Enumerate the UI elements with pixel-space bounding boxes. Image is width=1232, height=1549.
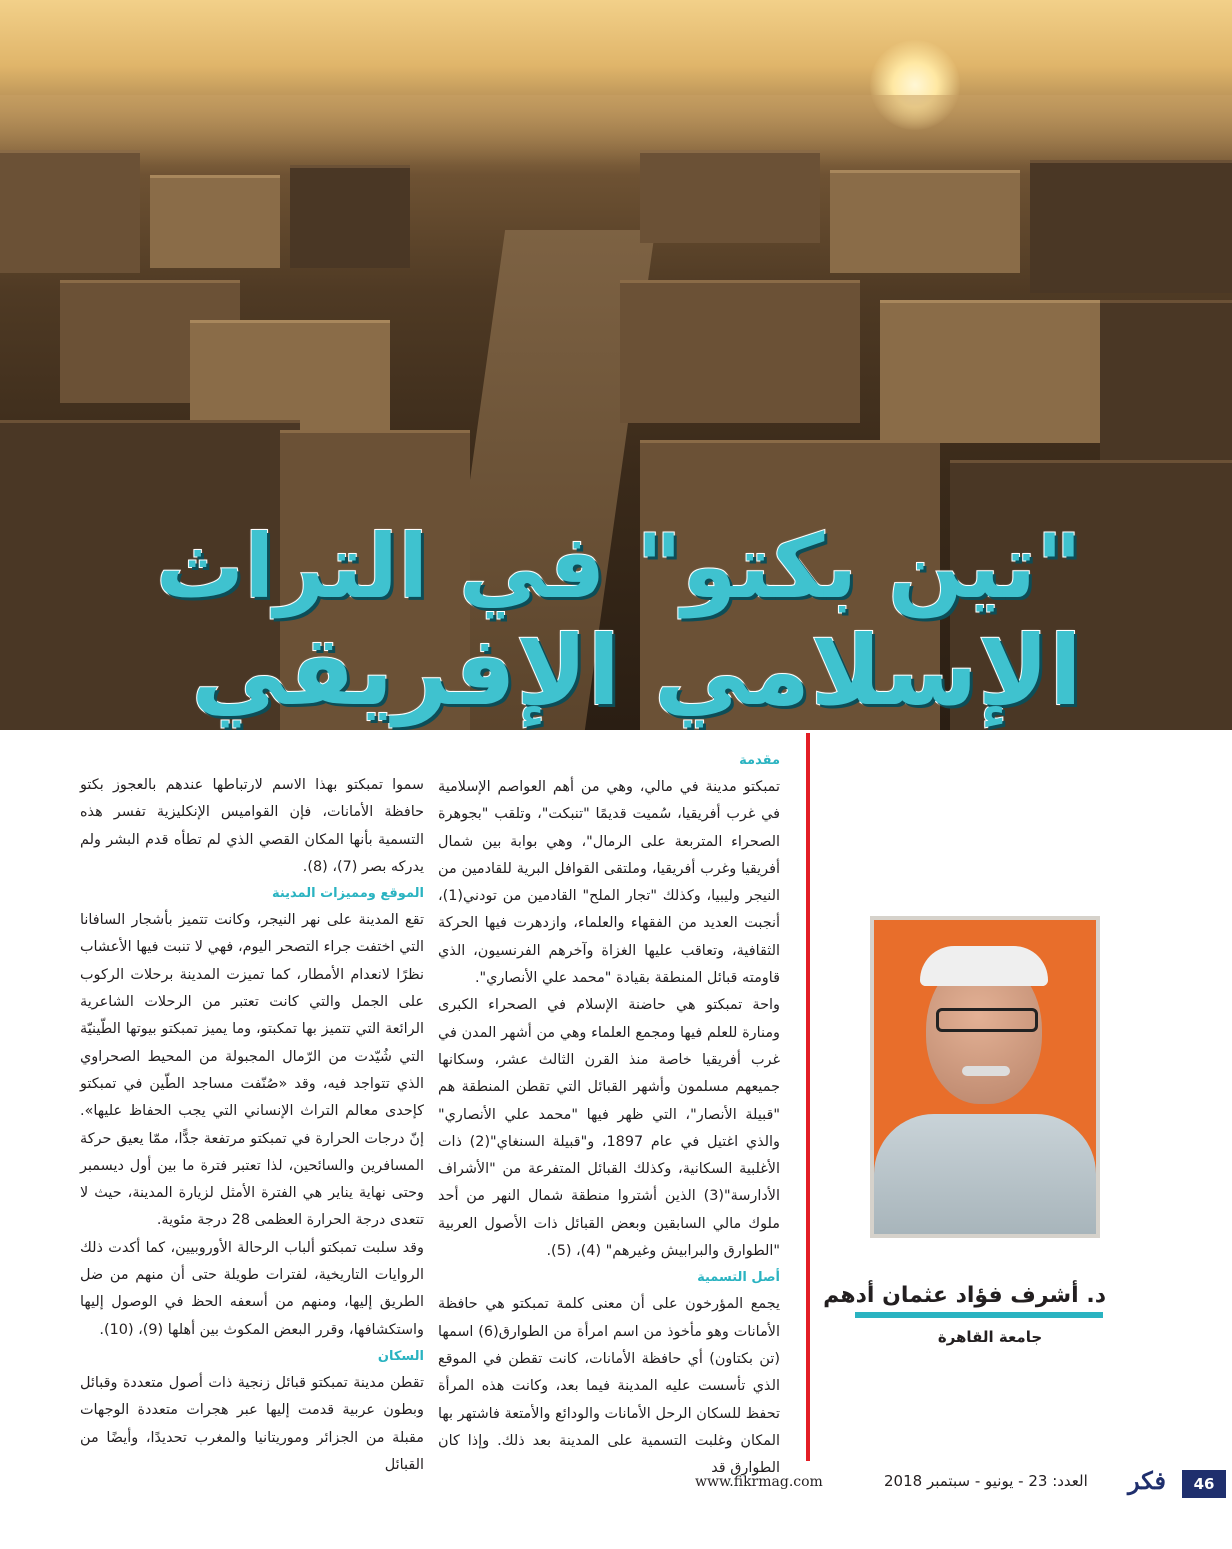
- text-column-right: [438, 748, 780, 1482]
- author-photo: [870, 916, 1100, 1238]
- building: [620, 280, 860, 423]
- building: [640, 150, 820, 243]
- paragraph: وقد سلبت تمبكتو ألباب الرحالة الأوروبيين، كما أكدت ذلك الروايات التاريخية، لفترات طويلة حتى أن منهم من ضل الطريق إليها، ومنهم من أسعفه الحظ في الوصول إليها واستكشافها، وقرر البعض المكوث بين أهلها (9)، (10).: [80, 1239, 424, 1338]
- building: [290, 165, 410, 268]
- building: [880, 300, 1120, 443]
- article-title-line-1: "تين بكتو" في التراث: [155, 515, 1082, 618]
- author-name: د. أشرف فؤاد عثمان أدهم: [823, 1283, 1106, 1308]
- building: [830, 170, 1020, 273]
- mustache: [962, 1066, 1010, 1076]
- column-divider: [806, 733, 810, 1461]
- building: [150, 175, 280, 268]
- paragraph: تقطن مدينة تمبكتو قبائل زنجية ذات أصول متعددة وقبائل وبطون عربية قدمت إليها عبر هجرات متعددة الوجهات مقبلة من الجزائر وموريتانيا والمغرب تحديدًا، وأيضًا من القبائل: [80, 1374, 424, 1473]
- paragraph: سموا تمبكتو بهذا الاسم لارتباطها عندهم بالعجوز بكتو حافظة الأمانات، فإن القواميس الإنكليزية تفسر هذه التسمية بأنها المكان القصي الذي لم تطأه قدم البشر ولم يدركه بصر (7)، (8).: [80, 777, 424, 875]
- building: [1030, 160, 1232, 293]
- article-title-line-2: الإسلامي الإفريقي: [191, 615, 1082, 727]
- jacket: [874, 1114, 1096, 1234]
- paragraph: يجمع المؤرخون على أن معنى كلمة تمبكتو هي حافظة الأمانات وهو مأخوذ من اسم امرأة من الطوارق(6) اسمها (تن بكتاون) أي حافظة الأمانات، كانت تقطن في الموقع الذي تأسست عليه المدينة فيما بعد، وكانت هذه المرأة تحفظ للسكان الرحل الأمانات والودائع والأمتعة فاشتهر بها المكان وغلبت التسمية على المدينة بعد ذلك. وإذا كان الطوارق قد: [438, 1296, 780, 1477]
- author-affiliation: جامعة القاهرة: [937, 1328, 1043, 1346]
- section-heading: الموقع ومميزات المدينة: [271, 886, 424, 902]
- horizon-haze: [0, 95, 1232, 165]
- magazine-logo: فكر: [1128, 1466, 1166, 1495]
- section-heading: مقدمة: [739, 753, 780, 768]
- text-column-left: [80, 772, 424, 1479]
- hero-photo: [0, 0, 1232, 730]
- section-heading: أصل التسمية: [697, 1270, 780, 1286]
- author-underline: [855, 1312, 1103, 1318]
- section-heading: السكان: [377, 1348, 424, 1364]
- glasses-icon: [936, 1008, 1038, 1032]
- paragraph: تمبكتو مدينة في مالي، وهي من أهم العواصم الإسلامية في غرب أفريقيا، سُميت قديمًا "تنبكت"، وتلقب "بجوهرة الصحراء المتربعة على الرمال"، وهي بوابة بين شمال أفريقيا وغرب أفريقيا، وملتقى القوافل البرية للقادمين من النيجر وليبيا، وكذلك "تجار الملح" القادمين من تودني(1)، أنجبت العديد من الفقهاء والعلماء، وازدهرت فيها الحركة الثقافية، وتعاقب عليها الغزاة وآخرهم الفرنسيون، الذي قاومته قبائل المنطقة بقيادة "محمد علي الأنصاري".: [438, 779, 780, 987]
- page-number: 46: [1182, 1470, 1226, 1498]
- issue-info: العدد: 23 - يونيو - سبتمبر 2018: [884, 1472, 1088, 1490]
- website-link[interactable]: www.fikrmag.com: [695, 1474, 823, 1490]
- hair: [920, 946, 1048, 986]
- paragraph: تقع المدينة على نهر النيجر، وكانت تتميز بأشجار السافانا التي اختفت جراء التصحر اليوم، فهي لا تنبت فيها الأعشاب نظرًا لانعدام الأمطار، كما تميزت المدينة برحلات الركوب على الجمل والتي كانت تعتبر من الرحلات الشاعرية الرائعة التي تتميز بها تمكبتو، وما يميز تمبكتو بيوتها الطّينيّة التي شُيّدت من الرّمال المجبولة من المحيط الصحراوي الذي تتواجد فيه، وقد «صُنّفت مساجد الطّين في تمبكتو كإحدى معالم التراث الإنساني التي يجب الحفاظ عليها». إنّ درجات الحرارة في تمبكتو مرتفعة جدًّا، ممّا يعيق حركة المسافرين والسائحين، لذا تعتبر فترة ما بين أول ديسمبر وحتى نهاية يناير هي الفترة الأمثل لزيارة المدينة، حيث لا تتعدى درجة الحرارة العظمى 28 درجة مئوية.: [80, 912, 424, 1229]
- building: [1100, 300, 1232, 483]
- paragraph: واحة تمبكتو هي حاضنة الإسلام في الصحراء الكبرى ومنارة للعلم فيها ومجمع العلماء وهي من أشهر المدن في غرب أفريقيا خاصة منذ القرن الثالث عشر، وسكانها جميعهم مسلمون وأشهر القبائل التي تقطن المنطقة هم "قبيلة الأنصار"، التي ظهر فيها "محمد علي الأنصاري" والذي اغتيل في عام 1897، و"قبيلة السنغاي"(2) ذات الأغلبية السكانية، وكذلك القبائل المتفرعة من "الأشراف الأدارسة"(3) الذين أشتروا منطقة شمال النهر من أحد ملوك مالي السابقين وبعض القبائل ذات الأصول العربية "الطوارق والبرابيش وغيرهم" (4)، (5).: [438, 997, 780, 1260]
- building: [0, 150, 140, 273]
